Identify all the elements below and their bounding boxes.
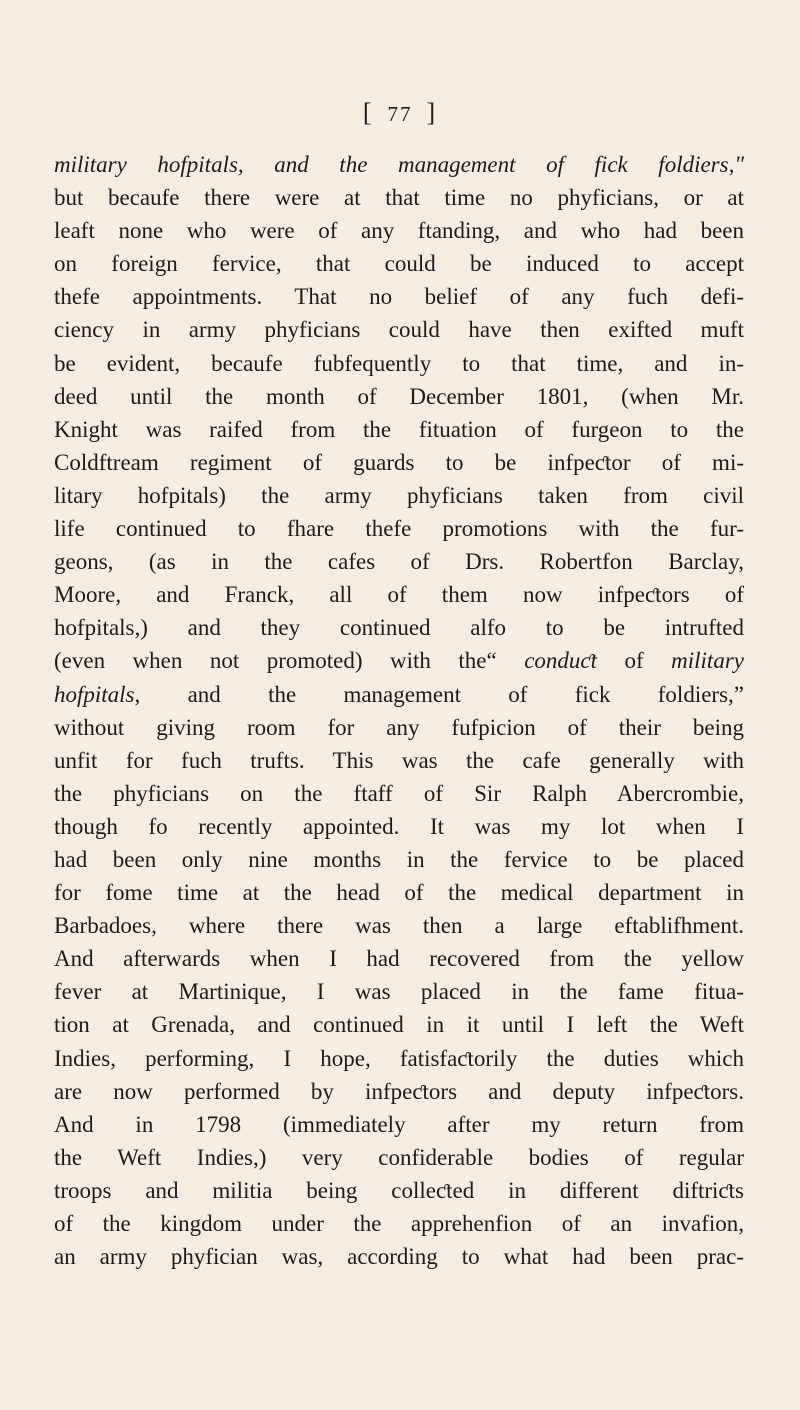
text-line — [54, 611, 744, 644]
bracket-close: ] — [426, 98, 438, 127]
body-text — [54, 148, 744, 1273]
text-line — [54, 347, 744, 380]
text-segment: leaft none who were of any ftanding, and who had been — [54, 218, 744, 244]
text-line — [54, 1042, 744, 1075]
bracket-open: [ — [362, 98, 374, 127]
text-segment: litary hofpitals) the army phyficians taken from civil — [54, 482, 744, 508]
text-segment: had been only nine months in the fervice to be placed — [54, 846, 744, 872]
text-line — [54, 313, 744, 346]
text-segment: be evident, becaufe fubfequently to that time, and in- — [54, 350, 744, 376]
text-segment: on foreign fervice, that could be induced to accept — [54, 251, 744, 277]
text-line — [54, 644, 744, 677]
text-line — [54, 711, 744, 744]
text-segment: hofpitals,) and they continued alfo to be intrufted — [54, 615, 744, 641]
text-segment: are now performed by infpeƈtors and deputy infpeƈtors. — [54, 1078, 744, 1104]
text-line — [54, 777, 744, 810]
text-line — [54, 1108, 744, 1141]
text-segment: though fo recently appointed. It was my lot when I — [54, 813, 744, 839]
text-segment: for fome time at the head of the medical department in — [54, 880, 744, 906]
text-line — [54, 512, 744, 545]
text-line — [54, 1141, 744, 1174]
text-line — [54, 181, 744, 214]
italic-text: military hofpitals, and the management of fick foldiers," — [54, 152, 744, 177]
text-line — [54, 446, 744, 479]
page-number-value: 77 — [387, 102, 413, 126]
page-number — [0, 98, 800, 129]
text-line — [54, 1240, 744, 1273]
text-segment: Barbadoes, where there was then a large eftablifhment. — [54, 913, 744, 939]
text-segment: Coldftream regiment of guards to be infpeƈtor of mi- — [54, 449, 744, 475]
text-segment: , and the management of fick foldiers,” — [134, 681, 744, 707]
text-segment: of the kingdom under the apprehenfion of an invafion, — [54, 1211, 744, 1236]
text-line — [54, 413, 744, 446]
text-segment: without giving room for any fufpicion of their being — [54, 714, 744, 740]
text-line — [54, 843, 744, 876]
text-segment: Moore, and Franck, all of them now infpeƈtors of — [54, 582, 744, 608]
text-segment: And in 1798 (immediately after my return from — [54, 1111, 744, 1137]
text-segment: And afterwards when I had recovered from the yellow — [54, 946, 744, 972]
text-line — [54, 148, 744, 181]
text-segment: troops and militia being colleƈted in different diftriƈts — [54, 1177, 744, 1203]
text-line — [54, 744, 744, 777]
text-segment: of — [597, 648, 672, 674]
text-line — [54, 545, 744, 578]
text-segment: geons, (as in the cafes of Drs. Robertfon Barclay, — [54, 549, 744, 575]
text-line — [54, 1008, 744, 1041]
text-segment: deed until the month of December 1801, (when Mr. — [54, 383, 744, 409]
text-line — [54, 380, 744, 413]
text-segment: but becaufe there were at that time no phyficians, or at — [54, 185, 744, 211]
text-segment: the phyficians on the ftaff of Sir Ralph Abercrombie, — [54, 780, 744, 806]
text-line — [54, 909, 744, 942]
text-segment: fever at Martinique, I was placed in the fame fitua- — [54, 979, 744, 1005]
text-line — [54, 280, 744, 313]
text-segment: the Weft Indies,) very confiderable bodies of regular — [54, 1144, 744, 1170]
text-line — [54, 578, 744, 611]
text-line — [54, 1075, 744, 1108]
text-segment: ciency in army phyficians could have then exifted muft — [54, 317, 744, 343]
italic-text: conduƈt — [524, 648, 598, 674]
text-segment: Knight was raifed from the fituation of furgeon to the — [54, 416, 744, 442]
text-segment: Indies, performing, I hope, fatisfaƈtorily the duties which — [54, 1045, 744, 1071]
text-line — [54, 810, 744, 843]
text-segment: tion at Grenada, and continued in it until I left the Weft — [54, 1012, 744, 1038]
text-line — [54, 876, 744, 909]
text-line — [54, 975, 744, 1008]
text-segment: life continued to fhare thefe promotions with the fur- — [54, 516, 744, 542]
text-segment: (even when not promoted) with the“ — [54, 648, 525, 674]
text-line — [54, 479, 744, 512]
text-line — [54, 247, 744, 280]
italic-text: military — [671, 648, 744, 674]
italic-text: hofpitals — [54, 681, 135, 707]
text-segment: an army phyfician was, according to what had been prac- — [54, 1244, 744, 1270]
text-line — [54, 1207, 744, 1240]
text-line — [54, 1174, 744, 1207]
text-segment: thefe appointments. That no belief of any fuch defi- — [54, 284, 744, 310]
text-line — [54, 942, 744, 975]
text-segment: unfit for fuch trufts. This was the cafe generally with — [54, 747, 744, 773]
text-line — [54, 678, 744, 711]
text-line — [54, 214, 744, 247]
